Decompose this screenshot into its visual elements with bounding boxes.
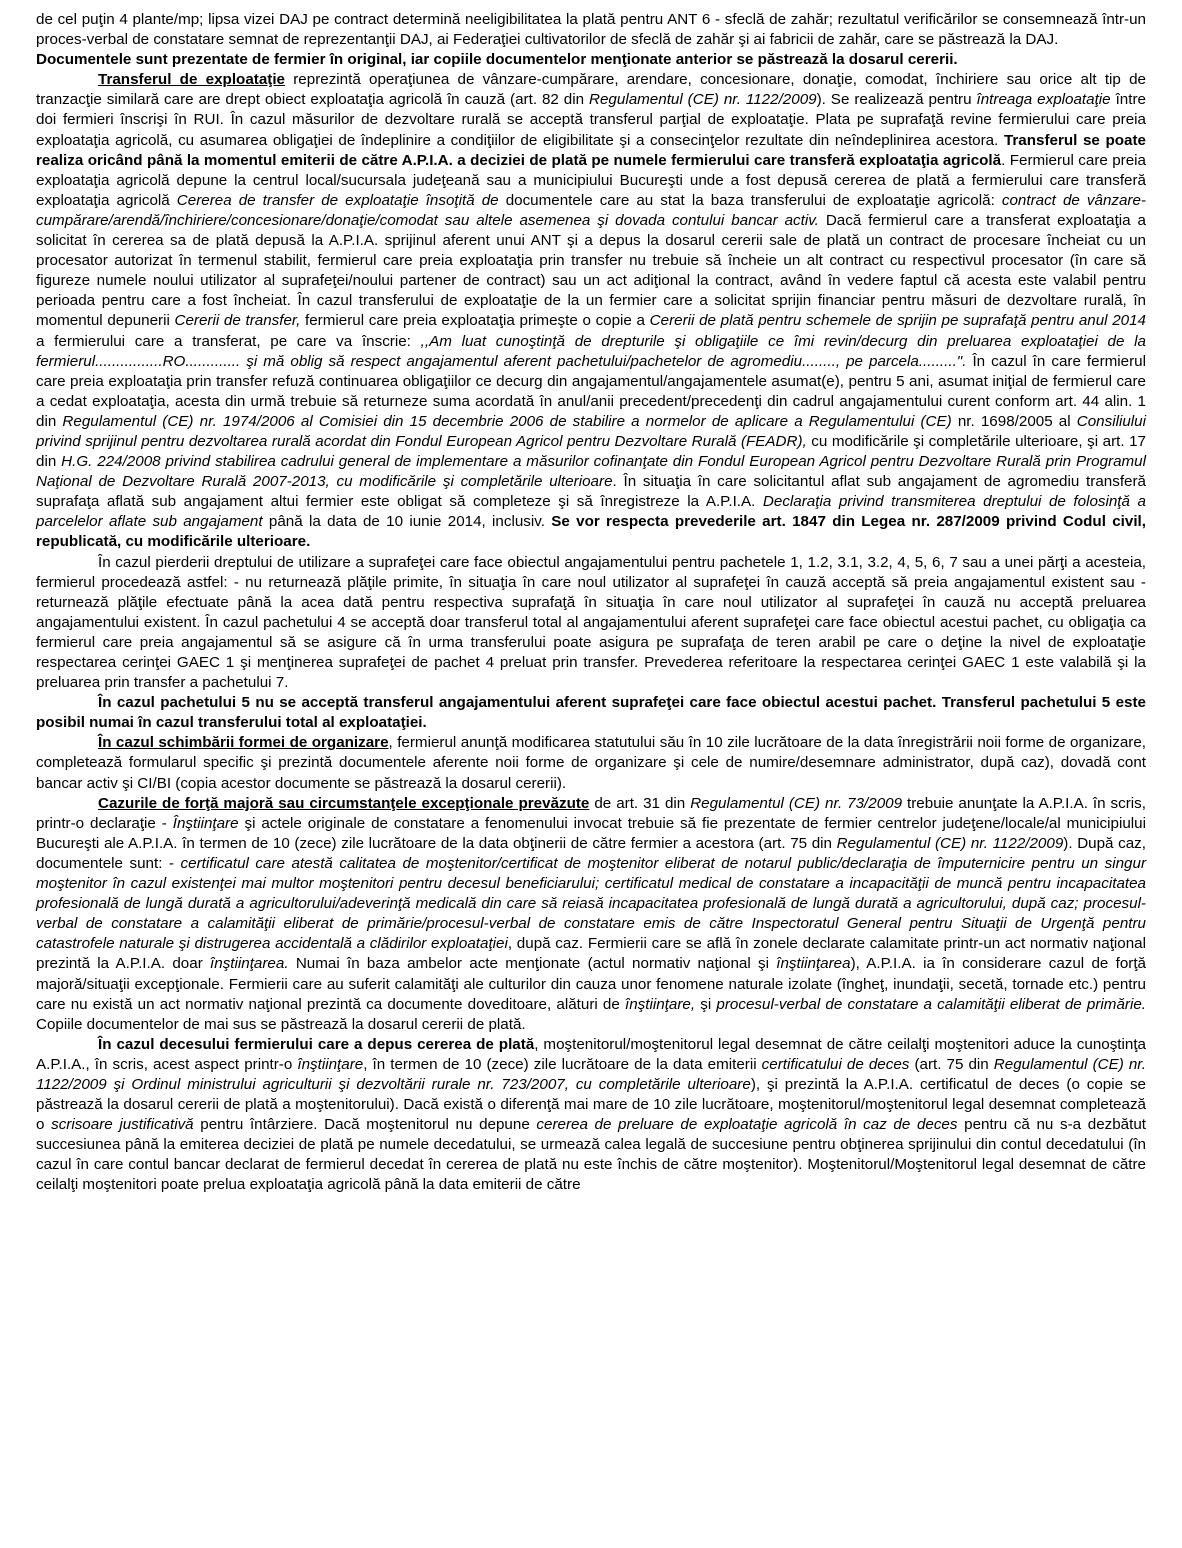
- paragraph-pierdere-drept-utilizare: [36, 553, 1146, 694]
- text-run-bold: Transferul se poate realiza oricând până la momentul emiterii de către A.P.I.A. a deciziei de plată pe numele fermierului care transferă exploataţia agricolă: [36, 131, 1146, 169]
- text-run-italic: Regulamentul (CE) nr. 73/2009: [690, 794, 903, 812]
- text-run-italic: Regulamentul (CE) nr. 1122/2009: [589, 91, 817, 109]
- text-run-italic: înştiinţare,: [625, 995, 696, 1013]
- paragraph-deces-fermier: [36, 1035, 1146, 1196]
- text-run: Documentele sunt prezentate de fermier în original, iar copiile documentelor menţionate anterior se păstrează la dosarul cererii.: [36, 51, 958, 69]
- text-run-italic: cererea de preluare de exploataţie agricolă în caz de deces: [536, 1116, 958, 1134]
- text-run: reprezintă operaţiunea de vânzare-cumpărare, arendare, concesionare, donaţie, comodat, închiriere sau orice alt tip de tranzacţie similară care are drept obiect exploataţia agricolă în cauză (art. 82 din: [36, 71, 1146, 109]
- text-run: ). După caz, documentele sunt: -: [36, 834, 1146, 872]
- text-run: documentele care au stat la baza transferului de exploataţie agricolă:: [498, 191, 1002, 209]
- text-run-bold: În cazul pachetului 5 nu se acceptă transferul angajamentului aferent suprafeţei care face obiectul acestui pachet. Transferul pachetului 5 este posibil numai în cazul transferului total al exploataţiei.: [36, 694, 1146, 732]
- text-run-italic: Regulamentul (CE) nr. 1974/2006 al Comisiei din 15 decembrie 2006 de stabilire a normelor de aplicare a Regulamentului (CE): [62, 412, 952, 430]
- text-run: , moştenitorul/moştenitorul legal desemnat de către ceilalţi moştenitori aduce la cunoştinţa A.P.I.A., în scris, acest aspect printr-o: [36, 1035, 1147, 1073]
- text-run-italic: certificatului de deces: [761, 1055, 910, 1073]
- text-run: între doi fermieri înscrişi în RUI. În cazul măsurilor de dezvoltare rurală se acceptă transferul parţial de exploataţie. Plata pe suprafaţă revine fermierului care preia exploataţia agricolă, cu asumarea obligaţiei de îndeplinire a condiţiilor de eligibilitate şi a consecinţelor rezultate din neîndeplinirea acestora.: [36, 91, 1146, 149]
- text-run: nr. 1698/2005 al: [951, 412, 1077, 430]
- text-run: trebuie anunţate la A.P.I.A. în scris, printr-o declaraţie -: [36, 794, 1146, 832]
- section-heading-organizare: În cazul schimbării formei de organizare: [98, 734, 389, 752]
- text-run-italic: Cererea de transfer de exploataţie însoţită de: [176, 191, 499, 209]
- text-run: Dacă fermierul care a transferat exploataţia a solicitat în cererea sa de plată depusă la A.P.I.A. sprijinul aferent unui ANT şi a depus la dosarul cererii sale de plată un contract de procesare încheiat cu un procesator autorizat în termenul stabilit, fermierul care preia exploataţia prin transfer nu trebuie să încheie un alt contract cu respectivul procesator (în care să figureze numele noului utilizator al suprafeţei/noului partener de contract) sau un act adiţional la contract, având în vedere faptul că acesta este valabil pentru perioada pentru care a fost încheiat. În cazul transferului de exploataţie de la un fermier care a solicitat sprijin financiar pentru măsuri de dezvoltare rurală, în momentul depunerii: [36, 211, 1146, 330]
- paragraph-transfer-exploatatie: [36, 70, 1146, 552]
- text-run: Numai în baza ambelor acte menţionate (actul normativ naţional şi: [288, 955, 777, 973]
- section-heading-deces: În cazul decesului fermierului care a depus cererea de plată: [98, 1035, 535, 1053]
- section-heading-transfer: Transferul de exploataţie: [98, 71, 285, 89]
- text-run: ), A.P.I.A. ia în considerare cazul de forţă majoră/situaţii excepţionale. Fermierii care au suferit calamităţi ale culturilor din cauza unor fenomene naturale izolate (îngheţ, inundaţii, secetă, tornade etc.) pentru care nu există un act normativ naţional prezintă ca documente doveditoare, alături de: [36, 955, 1146, 1013]
- text-run: a fermierului care a transferat, pe care va înscrie:: [36, 332, 421, 350]
- text-run: şi actele originale de constatare a fenomenului invocat trebuie să fie prezentate de fermier centrelor judeţene/locale/al municipiului Bucureşti ale A.P.I.A. în termen de 10 (zece) zile lucrătoare de la data obţinerii de către fermier a acestora (art. 75 din: [36, 814, 1146, 852]
- text-run-italic: înştiinţarea: [776, 955, 851, 973]
- text-run: de cel puţin 4 plante/mp; lipsa vizei DAJ pe contract determină neeligibilitatea la plată pentru ANT 6 - sfeclă de zahăr; rezultatul verificărilor se consemnează într-un proces-verbal de constatare semnat de reprezentanţii DAJ, ai Federaţiei cultivatorilor de sfeclă de zahăr şi ai fabricii de zahăr, care se păstrează la DAJ.: [36, 11, 1146, 49]
- text-run: pentru că nu s-a dezbătut succesiunea până la emiterea deciziei de plată pe numele decedatului, se urmează calea legală de succesiune pentru obţinerea sprijinului din contul decedatului (în cazul în care contul bancar declarat de fermierul decedat în cererea de plată nu este închis de către moştenitor). Moştenitorul/Moştenitorul legal desemnat de către ceilalţi moştenitori poate prelua exploataţia agricolă până la data emiterii de către: [36, 1116, 1147, 1194]
- text-run-italic: certificatul care atestă calitatea de moştenitor/certificat de moştenitor eliberat de notarul public/declaraţia de împuternicire pentru un singur moştenitor în cazul existenţei mai multor moştenitori pentru decesul beneficiarului; certificatul medical de constatare a incapacităţii de muncă pentru incapacitatea profesională de lungă durată a agricultorului/adeverinţă medicală din care să reiasă incapacitatea profesională de lungă durată a agricultorului, după caz; procesul-verbal de constatare a calamităţii eliberat de primărie/procesul-verbal de constatare emis de către Inspectoratul General pentru Situaţii de Urgenţă pentru catastrofele naturale şi distrugerea accidentală a clădirilor exploataţiei: [36, 854, 1146, 953]
- text-run-italic: Cererii de plată pentru schemele de sprijin pe suprafaţă pentru anul 2014: [649, 312, 1146, 330]
- text-run-italic: procesul-verbal de constatare a calamităţii eliberat de primărie.: [716, 995, 1146, 1013]
- section-heading-forta-majora: Cazurile de forţă majoră sau circumstanţele excepţionale prevăzute: [98, 794, 590, 812]
- text-run: În cazul în care fermierul care preia exploataţia prin transfer refuză continuarea obligaţiilor ce decurg din angajamentul/angajamentele asumat(e), pentru 5 ani, asumat iniţial de fermierul care a cedat exploataţia, acesta din urmă trebuie să returneze suma acordată în anul/anii precedent/precedenţi din cadrul angajamentului curent conform art. 44 alin. 1 din: [36, 352, 1146, 430]
- text-run: În cazul pierderii dreptului de utilizare a suprafeţei care face obiectul angajamentului pentru pachetele 1, 1.2, 3.1, 3.2, 4, 5, 6, 7 sau a unei părţi a acesteia, fermierul procedează astfel: - nu returnează plăţile primite, în situaţia în care noul utilizator al suprafeţei în cauză acceptă să preia angajamentul existent sau - returnează plăţile efectuate până la acea dată pentru respectiva suprafaţă în situaţia în care noul utilizator al suprafeţei în cauză nu acceptă preluarea angajamentului existent. În cazul pachetului 4 se acceptă doar transferul total al angajamentului aferent suprafeţei care face obiectul acestui pachet, cu obligaţia ca fermierul care preia angajamentul să se asigure că în urma transferului poate asigura pe suprafaţa de teren arabil pe care o deţine la nivel de exploataţie respectarea cerinţei GAEC 1 şi menţinerea suprafeţei de pachet 4 preluat prin transfer. Prevederea referitoare la respectarea cerinţei GAEC 1 este valabilă şi la preluarea prin transfer a pachetului 7.: [36, 553, 1146, 692]
- text-run-italic: contract de vânzare-cumpărare/arendă/închiriere/concesionare/donaţie/comodat sau altele asemenea şi dovada contului bancar activ.: [36, 191, 1146, 229]
- text-run-italic: ,,Am luat cunoştinţă de drepturile şi obligaţiile ce îmi revin/decurg din preluarea exploataţiei de la fermierul................RO............. şi mă oblig să respect angajamentul aferent pachetului/pachetelor de agromediu........, pe parcela.........".: [36, 332, 1146, 370]
- text-run-italic: scrisoare justificativă: [51, 1116, 194, 1134]
- text-run-italic: înştiinţarea.: [210, 955, 289, 973]
- paragraph-original-documents: [36, 50, 1146, 70]
- text-run-italic: înştiinţare: [297, 1055, 364, 1073]
- text-run: de art. 31 din: [589, 794, 691, 812]
- paragraph-forta-majora: [36, 794, 1146, 1035]
- text-run: . În situaţia în care solicitantul aflat sub angajament de agromediu transferă suprafaţa aflată sub angajament altui fermier este obligat să completeze şi să înregistreze la A.P.I.A.: [36, 473, 1146, 511]
- text-run: până la data de 10 iunie 2014, inclusiv.: [262, 513, 552, 531]
- text-run: , fermierul anunţă modificarea statutului său în 10 zile lucrătoare de la data înregistrării noii forme de organizare, completează formularul specific şi prezintă documentele aferente noii forme de organizare şi cele de numire/desemnare administrator, după caz), dovadă cont bancar activ şi CI/BI (copia acestor documente se păstrează la dosarul cererii).: [36, 734, 1146, 792]
- text-run-italic: Înştiinţare: [172, 814, 239, 832]
- paragraph-ant6-verification: [36, 10, 1146, 50]
- text-run: Copiile documentelor de mai sus se păstrează la dosarul cererii de plată.: [36, 1015, 526, 1033]
- text-run: fermierul care preia exploataţia primeşte o copie a: [300, 312, 650, 330]
- text-run: (art. 75 din: [909, 1055, 994, 1073]
- text-run-italic: Declaraţia privind transmiterea dreptului de folosinţă a parcelelor aflate sub angajament: [36, 493, 1146, 531]
- text-run-italic: H.G. 224/2008 privind stabilirea cadrului general de implementare a măsurilor cofinanţate din Fondul European Agricol pentru Dezvoltare Rurală prin Programul Naţional de Dezvoltare Rurală 2007-2013, cu modificările şi completările ulterioare: [36, 453, 1146, 491]
- text-run-italic: Regulamentul (CE) nr. 1122/2009: [836, 834, 1064, 852]
- paragraph-schimbare-forma-organizare: [36, 733, 1146, 793]
- text-run: ), şi prezintă la A.P.I.A. certificatul de deces (o copie se păstrează la dosarul cererii de plată a moştenitorului). Dacă există o diferenţă mai mare de 10 zile lucrătoare, moştenitorul/moştenitorul legal desemnat completează o: [36, 1075, 1146, 1134]
- text-run: pentru întârziere. Dacă moştenitorul nu depune: [193, 1116, 537, 1134]
- text-run: . Fermierul care preia exploataţia agricolă depune la centrul local/sucursala judeţeană sau a municipiului Bucureşti unde a fost depusă cererea de plată a fermierului care transferă exploataţia agricolă: [36, 151, 1147, 209]
- text-run-italic: Cererii de transfer,: [174, 312, 301, 330]
- text-run: , după caz. Fermierii care se află în zonele declarate calamitate printr-un act normativ naţional prezintă la A.P.I.A. doar: [36, 935, 1146, 973]
- text-run: , în termen de 10 (zece) zile lucrătoare de la data emiterii: [363, 1055, 762, 1073]
- text-run-italic: Regulamentul (CE) nr. 1122/2009 şi Ordinul ministrului agriculturii şi dezvoltării rurale nr. 723/2007, cu completările ulterioare: [36, 1055, 1147, 1093]
- text-run-italic: Consiliului privind sprijinul pentru dezvoltarea rurală acordat din Fondul European Agricol pentru Dezvoltare Rurală (FEADR),: [36, 412, 1146, 450]
- text-run: cu modificările şi completările ulterioare, şi art. 17 din: [36, 432, 1146, 471]
- text-run: şi: [695, 995, 717, 1013]
- text-run: ). Se realizează pentru: [816, 91, 977, 109]
- paragraph-pachet-5: [36, 693, 1146, 733]
- text-run-italic: întreaga exploataţie: [976, 91, 1111, 109]
- text-run-bold: Se vor respecta prevederile art. 1847 din Legea nr. 287/2009 privind Codul civil, republicată, cu modificările ulterioare.: [36, 513, 1146, 551]
